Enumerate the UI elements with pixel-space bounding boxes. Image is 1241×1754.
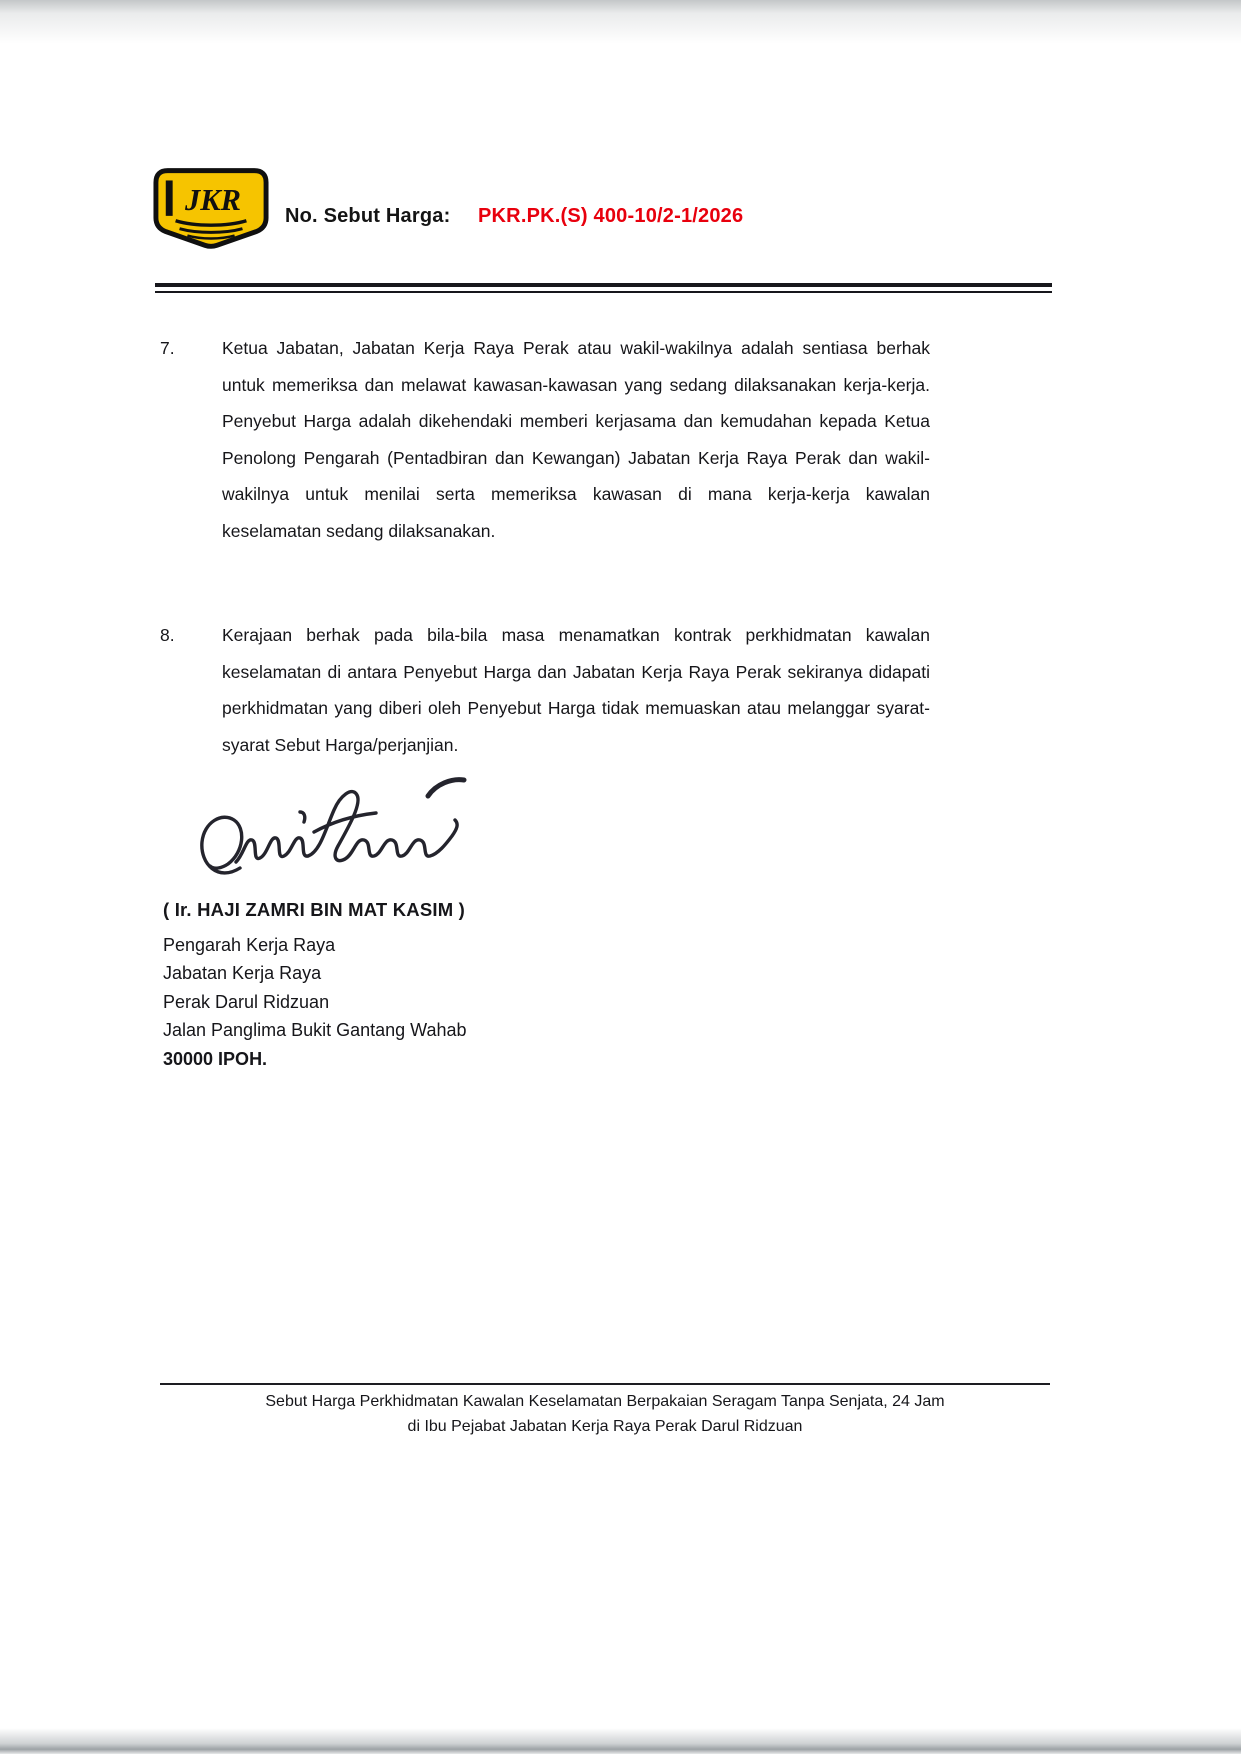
paragraph-7-text: Ketua Jabatan, Jabatan Kerja Raya Perak atau wakil-wakilnya adalah sentiasa berhak untuk memeriksa dan melawat kawasan-kawasan yang sedang dilaksanakan kerja-kerja. Penyebut Harga adalah dikehendaki memberi kerjasama dan kemudahan kepada Ketua Penolong Pengarah (Pentadbiran dan Kewangan) Jabatan Kerja Raya Perak dan wakil-wakilnya untuk menilai serta memeriksa kawasan di mana kerja-kerja kawalan keselamatan sedang dilaksanakan. — [222, 338, 930, 541]
handwritten-signature — [196, 770, 486, 890]
signatory-department: Jabatan Kerja Raya — [163, 963, 322, 984]
signatory-name: ( Ir. HAJI ZAMRI BIN MAT KASIM ) — [163, 899, 466, 920]
signatory-city: 30000 IPOH. — [163, 1048, 268, 1069]
quotation-number-value: PKR.PK.(S) 400-10/2-1/2026 — [478, 205, 744, 227]
jkr-logo-text: JKR — [185, 182, 241, 217]
signatory-block — [163, 896, 467, 1074]
paragraph-7-number: 7. — [160, 338, 175, 358]
signatory-title: Pengarah Kerja Raya — [163, 934, 336, 955]
document-footer — [160, 1383, 1050, 1439]
footer-line-2: di Ibu Pejabat Jabatan Kerja Raya Perak Darul Ridzuan — [407, 1418, 803, 1435]
scan-artifact-top — [0, 0, 1241, 44]
paragraph-8-number: 8. — [160, 625, 175, 645]
signatory-state: Perak Darul Ridzuan — [163, 991, 330, 1012]
scan-artifact-bottom — [0, 1728, 1241, 1754]
footer-line-1: Sebut Harga Perkhidmatan Kawalan Keselamatan Berpakaian Seragam Tanpa Senjata, 24 Jam — [265, 1393, 945, 1410]
jkr-logo — [152, 166, 270, 250]
quotation-number-label: No. Sebut Harga: — [285, 205, 451, 227]
paragraph-8-text: Kerajaan berhak pada bila-bila masa menamatkan kontrak perkhidmatan kawalan keselamatan di antara Penyebut Harga dan Jabatan Kerja Raya Perak sekiranya didapati perkhidmatan yang diberi oleh Penyebut Harga tidak memuaskan atau melanggar syarat-syarat Sebut Harga/perjanjian. — [222, 625, 930, 755]
paragraph-7 — [160, 330, 930, 550]
signatory-address: Jalan Panglima Bukit Gantang Wahab — [163, 1020, 467, 1041]
paragraph-8 — [160, 617, 930, 763]
header-divider — [155, 283, 1052, 293]
